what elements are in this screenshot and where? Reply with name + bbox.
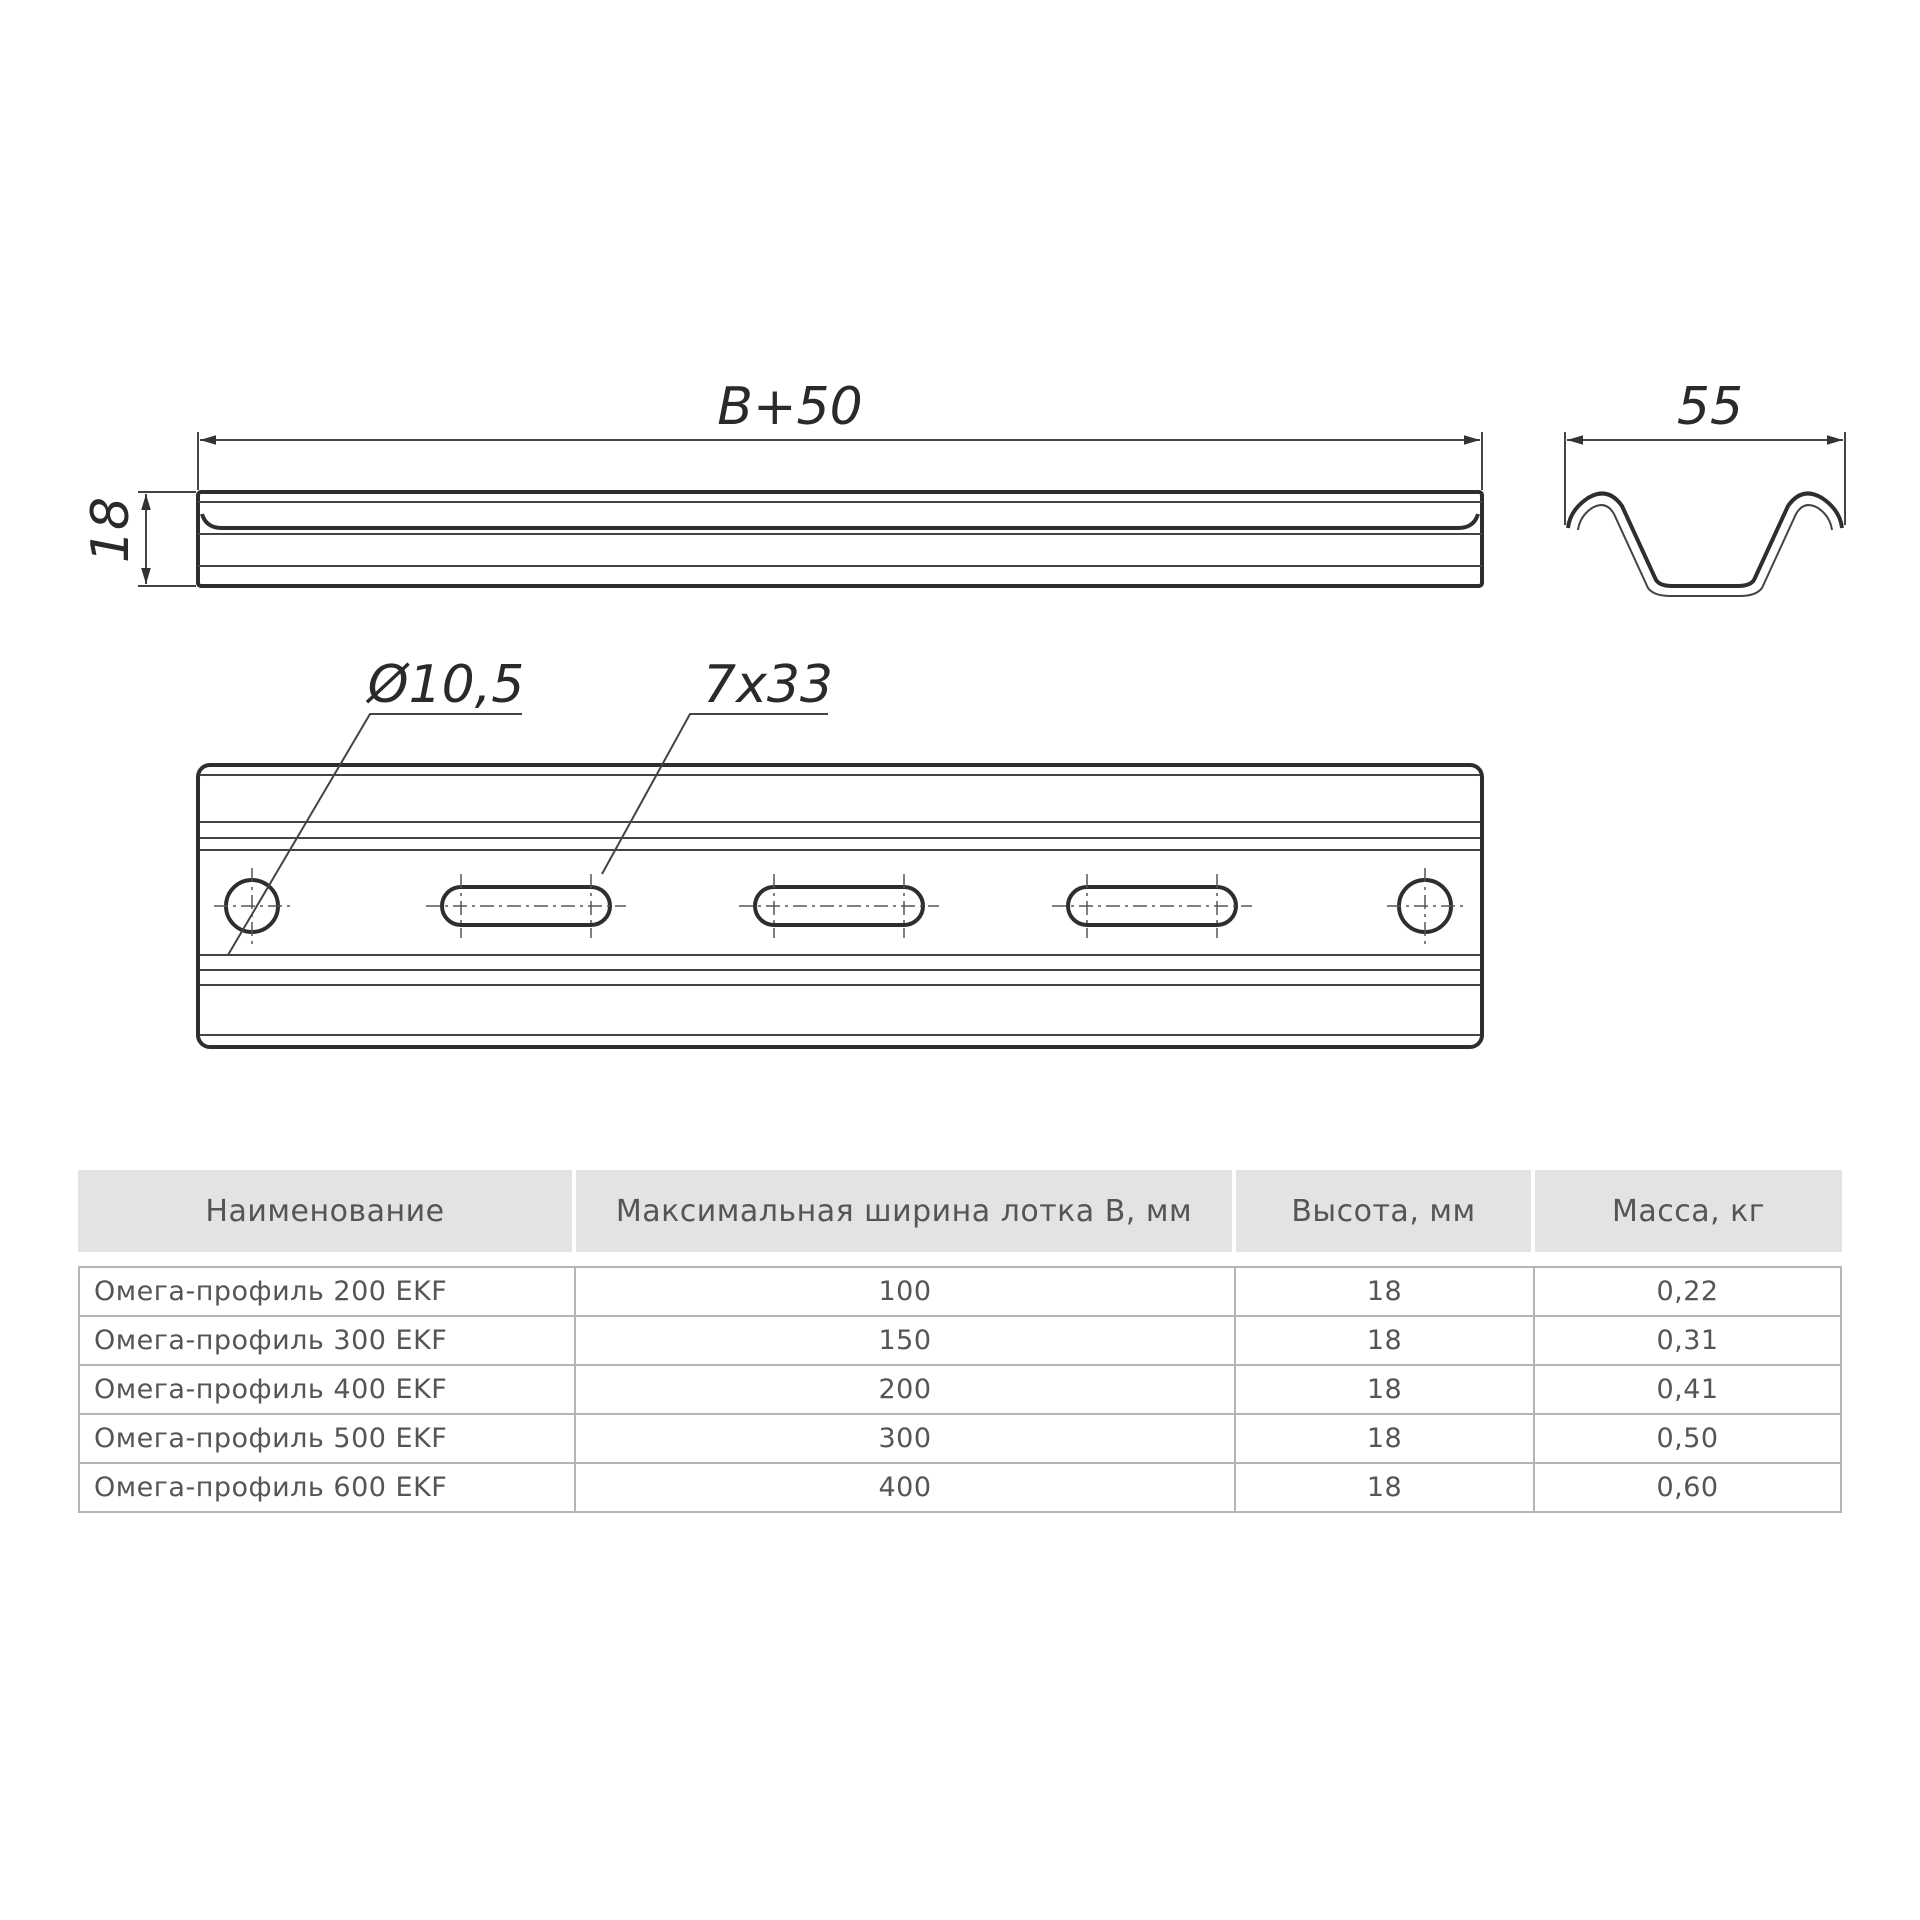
specification-table xyxy=(78,1170,1842,1513)
cell-mass: 0,31 xyxy=(1535,1317,1842,1366)
cell-name: Омега-профиль 500 EKF xyxy=(78,1415,576,1464)
table-row xyxy=(78,1366,1842,1415)
header-mass: Масса, кг xyxy=(1535,1170,1842,1252)
slot-3 xyxy=(1052,874,1252,938)
cell-height: 18 xyxy=(1236,1415,1535,1464)
side-profile-body xyxy=(198,492,1482,586)
cell-height: 18 xyxy=(1236,1266,1535,1317)
mounting-hole-right xyxy=(1387,868,1463,944)
cross-section-view xyxy=(1565,377,1845,596)
cell-name: Омега-профиль 400 EKF xyxy=(78,1366,576,1415)
header-max-width: Максимальная ширина лотка В, мм xyxy=(576,1170,1236,1252)
omega-section-inner xyxy=(1578,505,1832,596)
cell-max-width: 150 xyxy=(576,1317,1236,1366)
cell-max-width: 300 xyxy=(576,1415,1236,1464)
cell-name: Омега-профиль 600 EKF xyxy=(78,1464,576,1513)
slot-1 xyxy=(426,874,626,938)
cell-max-width: 400 xyxy=(576,1464,1236,1513)
length-dimension-label: B+50 xyxy=(717,377,863,437)
table-row xyxy=(78,1266,1842,1317)
header-height: Высота, мм xyxy=(1236,1170,1535,1252)
cell-max-width: 200 xyxy=(576,1366,1236,1415)
cell-max-width: 100 xyxy=(576,1266,1236,1317)
hole-diameter-label: Ø10,5 xyxy=(367,655,525,715)
cell-mass: 0,60 xyxy=(1535,1464,1842,1513)
cell-name: Омега-профиль 300 EKF xyxy=(78,1317,576,1366)
hole-diameter-callout xyxy=(228,655,524,955)
cell-height: 18 xyxy=(1236,1464,1535,1513)
table-row xyxy=(78,1317,1842,1366)
cell-height: 18 xyxy=(1236,1317,1535,1366)
cell-name: Омега-профиль 200 EKF xyxy=(78,1266,576,1317)
slot-2 xyxy=(739,874,939,938)
side-view xyxy=(81,377,1482,586)
cell-mass: 0,22 xyxy=(1535,1266,1842,1317)
height-dimension-label: 18 xyxy=(81,496,141,564)
slot-size-label: 7x33 xyxy=(702,655,834,715)
cell-height: 18 xyxy=(1236,1366,1535,1415)
table-header-row xyxy=(78,1170,1842,1252)
top-view xyxy=(198,655,1482,1047)
table-row xyxy=(78,1415,1842,1464)
cell-mass: 0,41 xyxy=(1535,1366,1842,1415)
width-dimension-label: 55 xyxy=(1676,377,1744,437)
mounting-hole-left xyxy=(214,868,290,944)
cell-mass: 0,50 xyxy=(1535,1415,1842,1464)
table-row xyxy=(78,1464,1842,1513)
header-name: Наименование xyxy=(78,1170,576,1252)
